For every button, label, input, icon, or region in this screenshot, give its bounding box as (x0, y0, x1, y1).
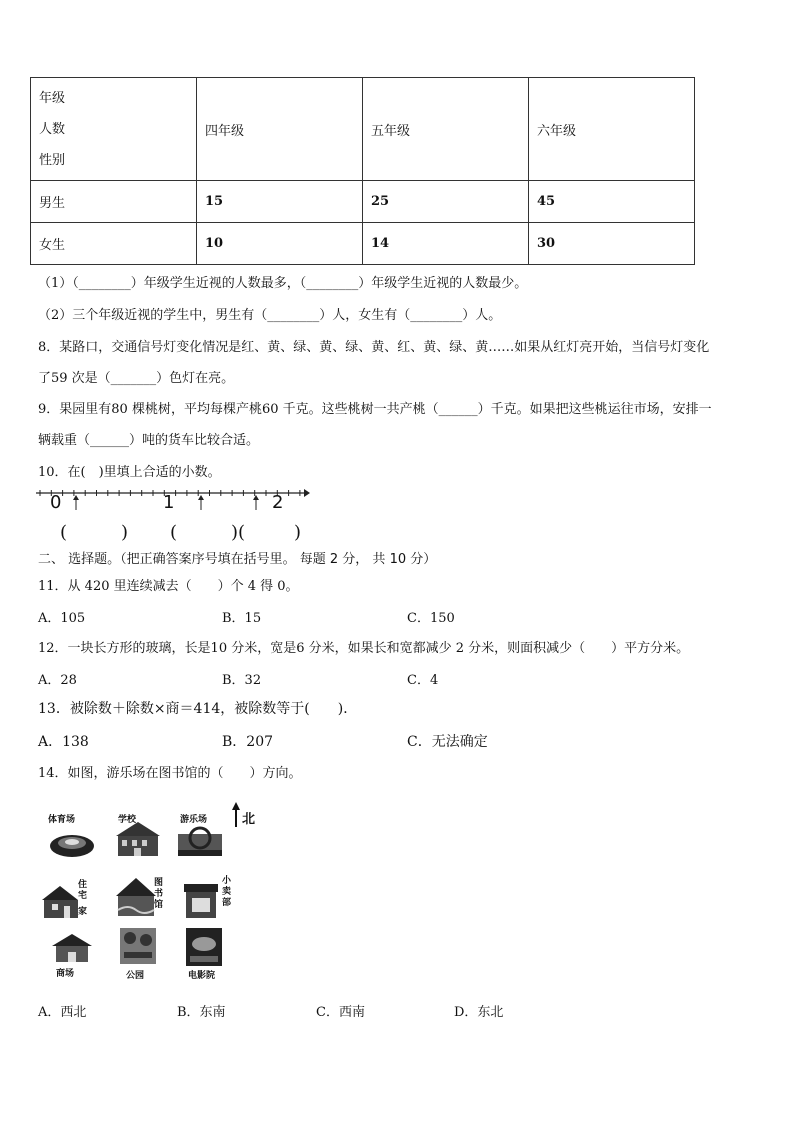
column-header: 四年级 (197, 78, 363, 181)
table-row (31, 223, 695, 265)
header-grade-label: 年级 (39, 91, 66, 106)
north-label: 北 (242, 812, 256, 827)
number-line-label-1: 1 (163, 492, 175, 513)
map-label-home: 家 (78, 907, 88, 917)
answer-blank-2[interactable]: ( )( (170, 522, 246, 543)
map-label-mall: 商场 (56, 969, 75, 979)
q11-option-a[interactable]: A．105 (38, 611, 86, 626)
q14-option-d[interactable]: D．东北 (454, 1005, 504, 1020)
diagonal-header-cell (31, 78, 197, 181)
q12-option-a[interactable]: A．28 (38, 673, 77, 688)
q13-option-c[interactable]: C．无法确定 (407, 734, 488, 750)
data-table (30, 77, 695, 265)
row-label: 男生 (31, 181, 197, 223)
q13-option-a[interactable]: A．138 (38, 734, 89, 750)
map-label-amusement-park: 游乐场 (180, 815, 208, 825)
number-line-label-0: 0 (50, 492, 62, 513)
q11-option-b[interactable]: B．15 (222, 611, 262, 626)
header-gender-label: 性别 (39, 153, 66, 168)
question-11: 11．从 420 里连续减去（ ）个 4 得 0。 (38, 579, 299, 594)
answer-blank-1[interactable]: ( ) (60, 522, 129, 543)
map-label-park: 公园 (126, 971, 145, 981)
header-count-label: 人数 (39, 122, 66, 137)
q14-option-b[interactable]: B．东南 (177, 1005, 226, 1020)
table-row (31, 181, 695, 223)
table-cell: 25 (363, 181, 529, 223)
question-8-line1: 8．某路口，交通信号灯变化情况是红、黄、绿、黄、绿、黄、红、黄、绿、黄……如果从红灯亮开始，当信号灯变化 (38, 340, 710, 355)
q12-option-c[interactable]: C．4 (407, 673, 439, 688)
question-12: 12．一块长方形的玻璃，长是10 分米，宽是6 分米，如果长和宽都减少 2 分米，则面积减少（ ）平方分米。 (38, 641, 690, 656)
question-8-line2: 了59 次是（_______）色灯在亮。 (38, 371, 235, 386)
number-line-label-2: 2 (272, 492, 284, 513)
question-9-line2: 辆载重（______）吨的货车比较合适。 (38, 433, 260, 448)
q12-option-b[interactable]: B．32 (222, 673, 262, 688)
table-cell: 14 (363, 223, 529, 265)
table-cell: 45 (529, 181, 695, 223)
map-label-residence: 住宅 (78, 880, 88, 901)
question-10: 10．在( )里填上合适的小数。 (38, 465, 221, 480)
map-label-cinema: 电影院 (188, 971, 216, 981)
map-label-library: 图书馆 (154, 878, 164, 910)
map-label-school: 学校 (118, 815, 137, 825)
question-9-line1: 9．果园里有80 棵桃树，平均每棵产桃60 千克。这些桃树一共产桃（______）千克。如果把这些桃运往市场，安排一 (38, 402, 712, 417)
table-cell: 30 (529, 223, 695, 265)
table-cell: 15 (197, 181, 363, 223)
question-7-1: （1）（________）年级学生近视的人数最多，（________）年级学生近视的人数最少。 (38, 276, 528, 291)
q14-option-a[interactable]: A．西北 (38, 1005, 87, 1020)
table-header-row (31, 78, 695, 181)
north-arrow-icon (230, 802, 242, 828)
column-header: 六年级 (529, 78, 695, 181)
q11-option-c[interactable]: C．150 (407, 611, 455, 626)
question-13: 13．被除数＋除数×商＝414，被除数等于( )． (38, 701, 358, 717)
question-7-2: （2）三个年级近视的学生中，男生有（________）人，女生有（________）人。 (38, 308, 502, 323)
q13-option-b[interactable]: B．207 (222, 734, 274, 750)
table-cell: 10 (197, 223, 363, 265)
section-2-heading: 二、 选择题。（把正确答案序号填在括号里。 每题 2 分， 共 10 分） (38, 552, 437, 567)
question-14: 14．如图，游乐场在图书馆的（ ）方向。 (38, 766, 302, 781)
direction-map (38, 802, 268, 982)
number-line-arrow (304, 489, 310, 497)
map-label-shop: 小卖部 (222, 876, 232, 908)
row-label: 女生 (31, 223, 197, 265)
map-label-stadium: 体育场 (48, 815, 76, 825)
column-header: 五年级 (363, 78, 529, 181)
answer-blank-3[interactable]: ) (240, 522, 302, 543)
q14-option-c[interactable]: C．西南 (316, 1005, 365, 1020)
